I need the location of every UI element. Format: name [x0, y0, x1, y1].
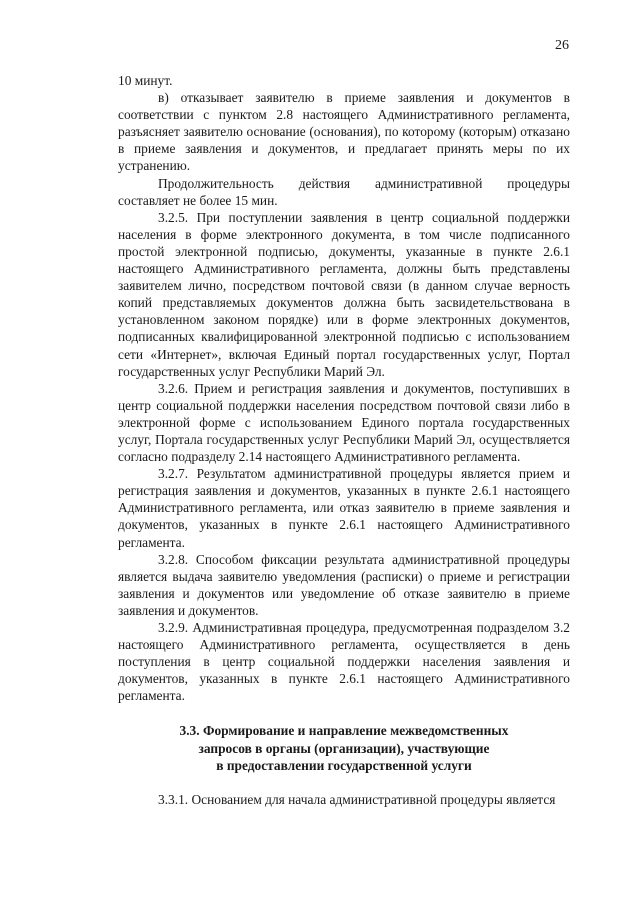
- document-body: [118, 72, 570, 808]
- paragraph-duration: Продолжительность действия административной процедуры составляет не более 15 мин.: [118, 175, 570, 208]
- paragraph-3-2-7: 3.2.7. Результатом административной процедуры является прием и регистрация заявления и документов, указанных в пункте 2.6.1 настоящего Административного регламента, или отказ заявителю в приеме заявления и документов, указанных в пункте 2.6.1 настоящего Административного регламента.: [118, 466, 570, 550]
- section-heading-line-2: запросов в органы (организации), участвующие: [198, 740, 490, 756]
- paragraph-continuation: 10 минут.: [118, 73, 173, 88]
- section-heading-line-1: 3.3. Формирование и направление межведомственных: [179, 723, 509, 739]
- paragraph-item-v: в) отказывает заявителю в приеме заявления и документов в соответствии с пунктом 2.8 настоящего Административного регламента, разъясняет заявителю основание (основания), по которому (которым) отказано в приеме заявления и документов, и предлагает принять меры по их устранению.: [118, 90, 570, 174]
- paragraph-3-2-9: 3.2.9. Административная процедура, предусмотренная подразделом 3.2 настоящего Административного регламента, осуществляется в день поступления в центр социальной поддержки населения заявления и документов, указанных в пункте 2.6.1 настоящего Административного регламента.: [118, 620, 570, 704]
- paragraph-3-2-6: 3.2.6. Прием и регистрация заявления и документов, поступивших в центр социальной поддержки населения посредством почтовой связи либо в электронной форме с использованием Единого портала государственных услуг, Портала государственных услуг Республики Марий Эл, осуществляется согласно подразделу 2.14 настоящего Административного регламента.: [118, 380, 570, 465]
- section-heading: [118, 722, 570, 773]
- paragraph-3-2-8: 3.2.8. Способом фиксации результата административной процедуры является выдача заявителю уведомления (расписки) о приеме и регистрации заявления и документов или уведомление об отказе заявителю в приеме заявления и документов.: [118, 551, 570, 618]
- page-number: 26: [555, 38, 569, 53]
- paragraph-3-3-1: 3.3.1. Основанием для начала административной процедуры является: [158, 791, 556, 807]
- paragraph-3-2-5: 3.2.5. При поступлении заявления в центр социальной поддержки населения в форме электронного документа, в том числе подписанного простой электронной подписью, документы, указанные в пункте 2.6.1 настоящего Административного регламента, должны быть представлены заявителем лично, посредством почтовой связи (в данном случае верность копий представляемых документов должна быть засвидетельствована в установленном законом порядке) или в форме электронных документов, подписанных квалифицированной электронной подписью с использованием сети «Интернет», включая Единый портал государственных услуг, Портал государственных услуг Республики Марий Эл.: [118, 209, 570, 379]
- section-heading-line-3: в предоставлении государственной услуги: [216, 757, 472, 773]
